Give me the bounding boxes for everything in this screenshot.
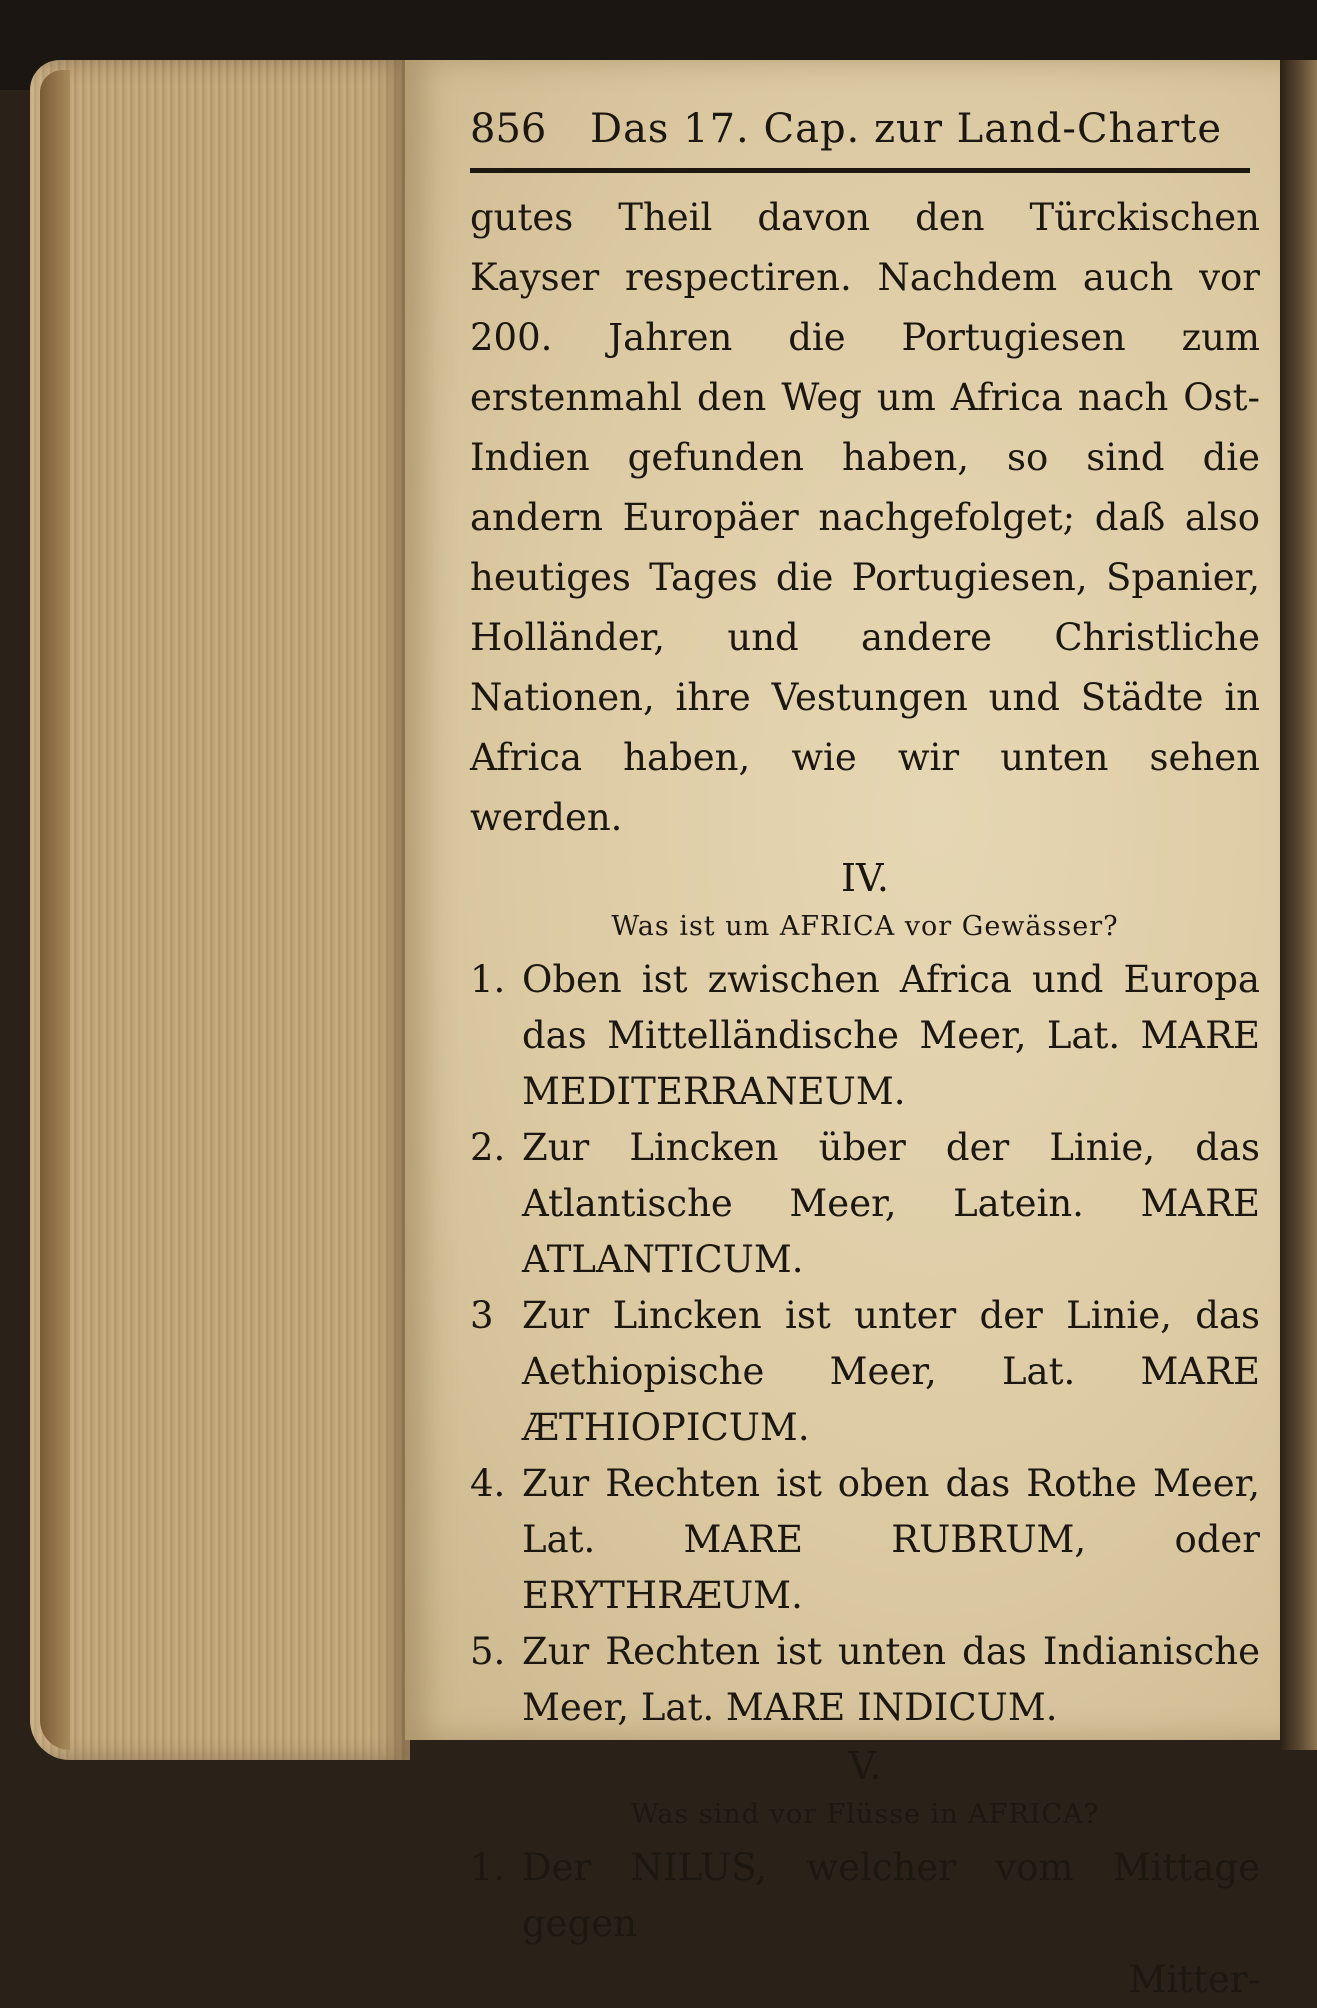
header-rule bbox=[470, 168, 1250, 173]
list-item-text: Zur Lincken über der Linie, das Atlantische Meer, Latein. MARE ATLANTICUM. bbox=[522, 1126, 1260, 1281]
page-text bbox=[470, 100, 1270, 2001]
list-item bbox=[470, 1624, 1260, 1736]
section-v-numeral: V. bbox=[848, 1744, 882, 1788]
list-item-number: 4. bbox=[470, 1462, 506, 1505]
list-item-text: Zur Rechten ist unten das Indianische Meer, Lat. MARE INDICUM. bbox=[522, 1630, 1260, 1729]
list-item-number: 3 bbox=[470, 1294, 494, 1337]
running-head: Das 17. Cap. zur Land-Charte bbox=[590, 106, 1223, 152]
intro-paragraph: gutes Theil davon den Türckischen Kayser respectiren. Nachdem auch vor 200. Jahren die Portugiesen zum erstenmahl den Weg um Africa nach Ost-Indien gefunden haben, so sind die andern Europäer nachgefolget; daß also heutiges Tages die Portugiesen, Spanier, Holländer, und andere Christliche Nationen, ihre Vestungen und Städte in Africa haben, wie wir unten sehen werden. bbox=[470, 196, 1260, 839]
page-header bbox=[470, 100, 1270, 164]
section-iv-question: Was ist um AFRICA vor Gewässer? bbox=[611, 911, 1119, 942]
book-gutter bbox=[1280, 60, 1317, 1750]
section-iv-numeral: IV. bbox=[841, 856, 889, 900]
list-item-text: Oben ist zwischen Africa und Europa das Mittelländische Meer, Lat. MARE MEDITERRANEUM. bbox=[522, 958, 1260, 1113]
book-fore-edge bbox=[40, 70, 70, 1750]
list-item-number: 2. bbox=[470, 1126, 506, 1169]
list-item bbox=[470, 1120, 1260, 1288]
catch-word: Mitter- bbox=[1128, 1958, 1260, 2001]
list-item-number: 1. bbox=[470, 1846, 506, 1889]
list-item bbox=[470, 952, 1260, 1120]
list-item-text: Der NILUS, welcher vom Mittage gegen bbox=[522, 1846, 1260, 1945]
list-item bbox=[470, 1840, 1260, 1952]
list-item bbox=[470, 1456, 1260, 1624]
list-item bbox=[470, 1288, 1260, 1456]
list-item-text: Zur Lincken ist unter der Linie, das Aethiopische Meer, Lat. MARE ÆTHIOPICUM. bbox=[522, 1294, 1260, 1449]
body-text bbox=[470, 188, 1260, 2008]
page-number: 856 bbox=[470, 106, 547, 152]
section-v-question: Was sind vor Flüsse in AFRICA? bbox=[630, 1799, 1100, 1830]
list-item-text: Zur Rechten ist oben das Rothe Meer, Lat. MARE RUBRUM, oder ERYTHRÆUM. bbox=[522, 1462, 1260, 1617]
list-item-number: 1. bbox=[470, 958, 506, 1001]
page-edges bbox=[30, 60, 410, 1760]
list-item-number: 5. bbox=[470, 1630, 506, 1673]
